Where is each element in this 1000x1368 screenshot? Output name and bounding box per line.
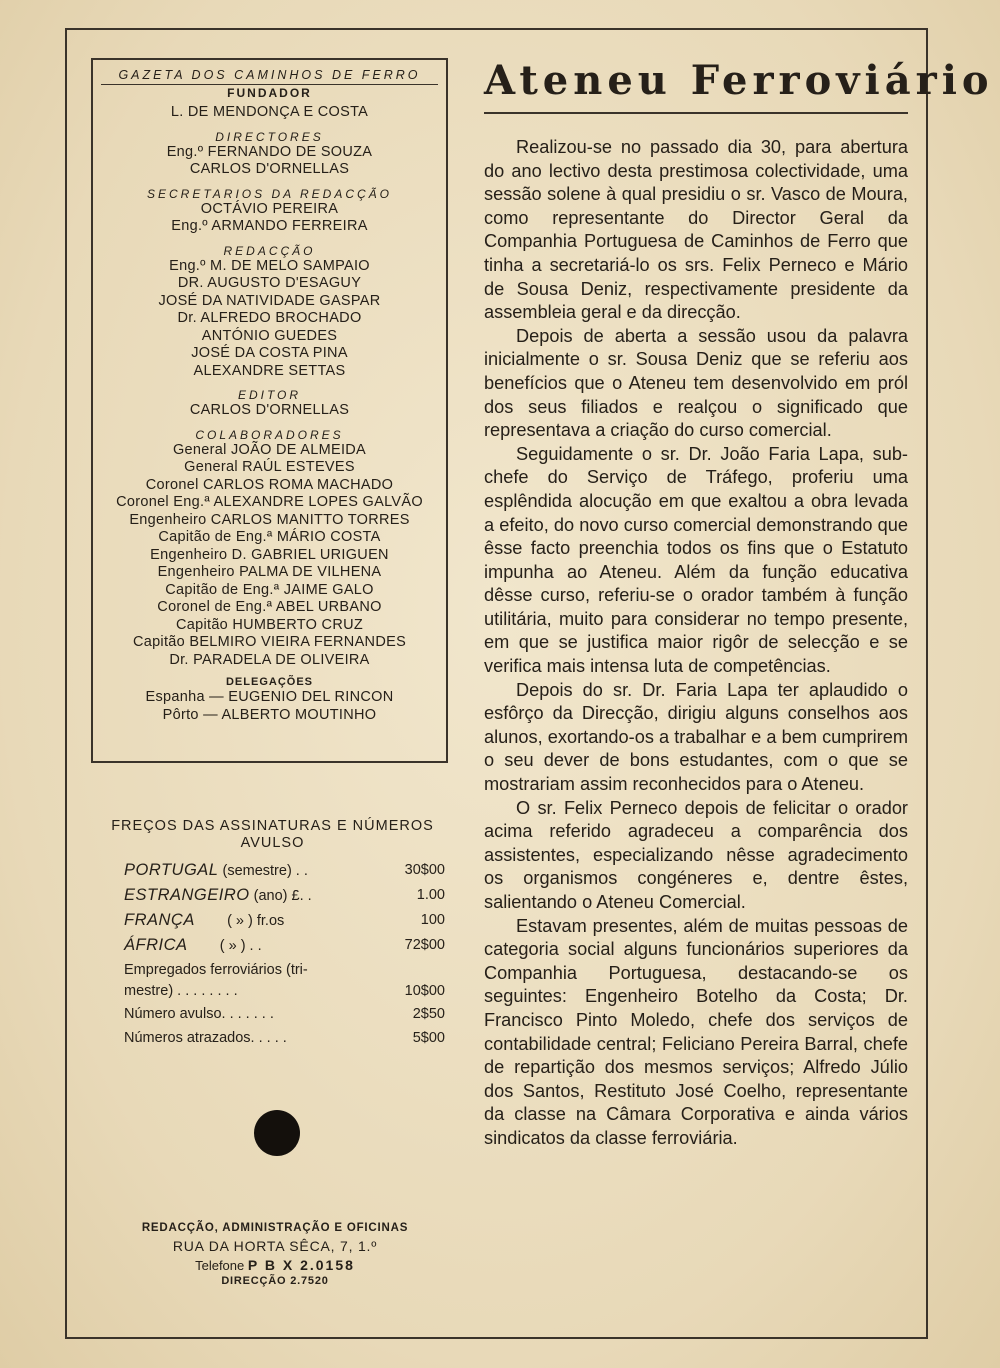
price-value: 72$00 [404,937,445,953]
price-detail: ( » ) fr.os [194,913,285,929]
colaborador-name: General RAÚL ESTEVES [184,459,355,475]
price-row [100,1026,445,1050]
founder-label: FUNDADOR [227,86,312,100]
gazette-title: GAZETA DOS CAMINHOS DE FERRO [118,68,421,82]
redaccao-name: Dr. ALFREDO BROCHADO [177,310,362,326]
price-row [100,960,445,981]
price-row [100,883,445,908]
subscription-prices [100,818,445,1050]
price-value: 2$50 [412,1006,445,1022]
price-row [100,908,445,933]
article-headline: Ateneu Ferroviário [484,57,994,104]
redaccao-name: JOSÉ DA COSTA PINA [191,345,348,361]
secretary-name: Eng.º ARMANDO FERREIRA [171,218,368,234]
colaborador-name: General JOÃO DE ALMEIDA [172,441,367,458]
redaccao-name: ALEXANDRE SETTAS [193,362,346,379]
colaborador-name: Dr. PARADELA DE OLIVEIRA [169,651,370,668]
director-name: Eng.º FERNANDO DE SOUZA [166,143,373,160]
prices-title: FREÇOS DAS ASSINATURAS E NÚMEROS AVULSO [111,818,434,851]
phone-label: Telefone [195,1258,245,1273]
article-paragraph: Seguidamente o sr. Dr. João Faria Lapa, sub-chefe do Serviço de Tráfego, proferiu uma esplêndida alocução em que exaltou a obra levada a efeito, do novo curso comercial demonstrando que êsse facto preenchia todos os fins que o Estatuto impunha ao Ateneu. Além da função educativa dêsse curso, referiu-se o orador também à função utilitária, muito para considerar no tempo presente, em que se justifica maior rigôr de selecção e se verifica mais intensa luta de competências. [484,443,908,677]
price-detail: ( » ) . . [187,938,262,954]
address-street: RUA DA HORTA SÊCA, 7, 1.º [172,1238,378,1254]
delegacao-entry: Espanha — EUGENIO DEL RINCON [145,689,394,705]
price-region: ÁFRICA [124,936,188,954]
founder-name: L. DE MENDONÇA E COSTA [170,104,369,120]
redaccao-label: REDACÇÃO [223,243,316,258]
editor-name: CARLOS D'ORNELLAS [189,402,350,418]
price-value: 1.00 [416,887,445,903]
colaboradores-label: COLABORADORES [195,427,344,442]
phone-value: P B X 2.0158 [247,1257,355,1273]
address-block [100,1222,450,1287]
article-paragraph: Depois do sr. Dr. Faria Lapa ter aplaudido o esfôrço da Direcção, dirigiu alguns conselhos aos alunos, exortando-os a trabalhar e a bem cumprirem o seu dever de bons estudantes, com o que se mostrariam assim reconhecidos para o Ateneu. [484,679,908,795]
article-paragraph: O sr. Felix Perneco depois de felicitar o orador acima referido agradeceu a comparência dos assistentes, especializando nêsse agradecimento os organismos congéneres e, dentre êstes, salientando o Ateneu Comercial. [484,797,908,912]
price-row [100,933,445,958]
delegacao-entry: Pôrto — ALBERTO MOUTINHO [162,706,377,723]
price-region: PORTUGAL [124,861,219,879]
colaborador-name: Capitão BELMIRO VIEIRA FERNANDES [132,634,407,650]
article-paragraph: Estavam presentes, além de muitas pessoas de categoria social alguns funcionários superiores da Companhia Portuguesa, destacando-se os seguintes: Engenheiro Botelho da Costa; Dr. Francisco Pinto Moledo, chefe dos serviços de contabilidade central; Feliciano Pereira Barral, chefe de repartição dos mesmos serviços; Alfredo Júlio dos Santos, Restituto José Coelho, representante da classe na Câmara Corporativa e ainda vários sindicatos da classe ferroviária. [484,915,908,1148]
empregados-label: Empregados ferroviários (tri- [124,962,308,978]
redaccao-name: Eng.º M. DE MELO SAMPAIO [169,257,370,274]
secretaries-label: SECRETARIOS DA REDACÇÃO [146,186,393,201]
redaccao-name: DR. AUGUSTO D'ESAGUY [177,275,362,291]
headline-rule [484,112,908,114]
colaborador-name: Engenheiro CARLOS MANITTO TORRES [129,511,410,528]
price-row [100,1002,445,1026]
secretary-name: OCTÁVIO PEREIRA [200,200,339,217]
colaborador-name: Capitão de Eng.ª MÁRIO COSTA [158,529,381,545]
price-value: 10$00 [404,983,445,999]
article-paragraph: Depois de aberta a sessão usou da palavra inicialmente o sr. Sousa Deniz que se referiu aos benefícios que o Ateneu tem desenvolvido em pról dos seus filiados e realçou o significado que representava a criação do curso comercial. [484,325,908,441]
article-body [484,136,908,1151]
avulso-label: Número avulso. . . . . . . [124,1006,274,1022]
title-rule [101,84,438,85]
address-phone [100,1257,450,1273]
atrazados-label: Números atrazados. . . . . [124,1030,287,1046]
article-paragraph: Realizou-se no passado dia 30, para abertura do ano lectivo desta prestimosa colectividade, uma sessão solene à qual presidiu o sr. Vasco de Moura, como representante do Director Geral da Companhia Portuguesa de Caminhos de Ferro que tinha a secretariá-lo os srs. Felix Perneco e Mário de Sousa Deniz, respectivamente presidente da assembleia geral e da direcção. [484,137,908,323]
colaborador-name: Coronel Eng.ª ALEXANDRE LOPES GALVÃO [116,494,423,510]
colaborador-name: Capitão HUMBERTO CRUZ [175,616,364,633]
colaborador-name: Coronel de Eng.ª ABEL URBANO [157,599,382,615]
price-region: FRANÇA [124,911,195,929]
delegacoes-label: DELEGAÇÕES [225,676,313,688]
price-row [100,858,445,883]
empregados-label-cont: mestre) . . . . . . . . [124,983,238,999]
price-row [100,981,445,1002]
address-line: REDACÇÃO, ADMINISTRAÇÃO E OFICINAS [141,1222,409,1234]
editor-label: EDITOR [237,388,302,402]
price-detail: (ano) £. . [249,888,312,904]
colaborador-name: Capitão de Eng.ª JAIME GALO [165,581,374,598]
price-value: 30$00 [404,862,445,878]
colaborador-name: Engenheiro PALMA DE VILHENA [157,564,382,580]
address-direccao: DIRECÇÃO 2.7520 [221,1275,329,1287]
price-region: ESTRANGEIRO [124,886,250,904]
colaborador-name: Coronel CARLOS ROMA MACHADO [145,476,394,493]
redaccao-name: JOSÉ DA NATIVIDADE GASPAR [158,292,381,309]
masthead-box [91,58,448,763]
price-detail: (semestre) . . [218,863,308,879]
price-value: 5$00 [412,1030,445,1046]
directors-label: DIRECTORES [215,129,324,144]
redaccao-name: ANTÓNIO GUEDES [201,327,338,344]
colaborador-name: Engenheiro D. GABRIEL URIGUEN [150,546,389,563]
black-dot-ornament [254,1110,300,1156]
director-name: CARLOS D'ORNELLAS [189,161,350,177]
price-value: 100 [420,912,445,928]
